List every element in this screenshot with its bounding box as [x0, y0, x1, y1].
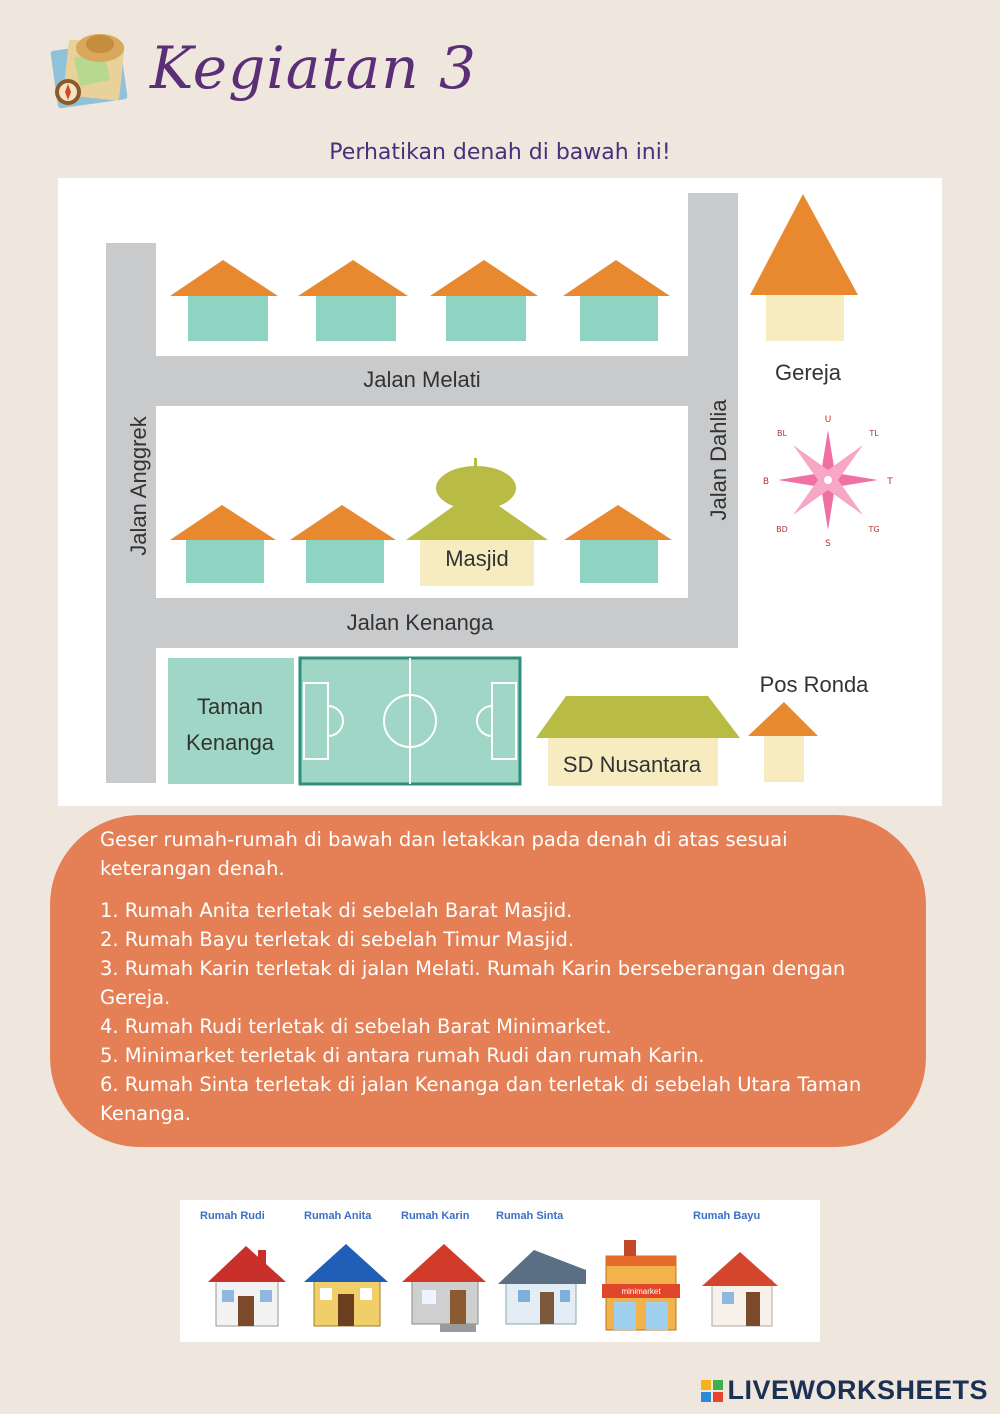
rumah-rudi-draggable[interactable]	[198, 1226, 294, 1336]
rumah-rudi-label: Rumah Rudi	[200, 1210, 265, 1222]
instruction-intro: Geser rumah-rumah di bawah dan letakkan pada denah di atas sesuai keterangan denah.	[100, 828, 788, 880]
compass-south-label: S	[825, 539, 831, 549]
gereja-label: Gereja	[774, 360, 842, 385]
rumah-bayu-draggable[interactable]	[692, 1226, 788, 1336]
map-area[interactable]	[58, 178, 942, 806]
house-slot-kenanga-2[interactable]	[290, 505, 396, 583]
compass-southwest-label: BD	[776, 525, 788, 534]
compass-north-label: U	[824, 415, 832, 425]
rumah-anita-label: Rumah Anita	[304, 1210, 372, 1222]
road-melati-label: Jalan Melati	[363, 367, 481, 392]
house-slot-melati-3[interactable]	[430, 260, 538, 341]
road-kenanga-label: Jalan Kenanga	[346, 610, 494, 635]
compass-east-label: T	[887, 477, 893, 487]
pos-ronda-building	[748, 702, 818, 782]
instruction-panel	[50, 815, 926, 1147]
instruction-item: 6. Rumah Sinta terletak di jalan Kenanga dan terletak di sebelah Utara Taman Kenanga.	[100, 1073, 862, 1125]
instruction-item: 4. Rumah Rudi terletak di sebelah Barat Minimarket.	[100, 1015, 612, 1038]
sd-label: SD Nusantara	[562, 752, 702, 777]
instruction-item: 5. Minimarket terletak di antara rumah Rudi dan rumah Karin.	[100, 1044, 705, 1067]
instruction-item: 3. Rumah Karin terletak di jalan Melati. Rumah Karin berseberangan dengan Gereja.	[100, 957, 846, 1009]
rumah-bayu-label: Rumah Bayu	[693, 1210, 761, 1222]
draggable-options-bank	[180, 1200, 820, 1342]
compass-west-label: B	[762, 477, 770, 487]
rumah-anita-draggable[interactable]	[298, 1226, 394, 1336]
pos-ronda-label: Pos Ronda	[759, 672, 869, 697]
compass-rose-icon	[763, 415, 893, 549]
house-slot-melati-2[interactable]	[298, 260, 408, 341]
minimarket-draggable[interactable]	[594, 1226, 690, 1336]
compass-southeast-label: TG	[868, 525, 880, 534]
house-slot-melati-1[interactable]	[170, 260, 278, 341]
instruction-item: 1. Rumah Anita terletak di sebelah Barat Masjid.	[100, 899, 573, 922]
road-dahlia-label: Jalan Dahlia	[706, 399, 731, 521]
liveworksheets-logo-icon	[701, 1380, 723, 1402]
taman-label-line2: Kenanga	[185, 730, 275, 755]
minimarket-sign: minimarket	[621, 1287, 661, 1296]
football-field	[300, 658, 520, 784]
gereja-building	[750, 194, 858, 341]
taman-kenanga-area	[168, 658, 294, 784]
rumah-sinta-label: Rumah Sinta	[496, 1210, 564, 1222]
instruction-item: 2. Rumah Bayu terletak di sebelah Timur Masjid.	[100, 928, 575, 951]
compass-northeast-label: TL	[869, 429, 879, 438]
page-subtitle: Perhatikan denah di bawah ini!	[329, 140, 671, 165]
road-anggrek-label: Jalan Anggrek	[126, 416, 151, 556]
house-slot-melati-4[interactable]	[563, 260, 670, 341]
taman-label-line1: Taman	[196, 694, 264, 719]
brand-text: LIVEWORKSHEETS	[727, 1375, 988, 1405]
rumah-sinta-draggable[interactable]	[494, 1226, 590, 1336]
page-title: Kegiatan 3	[150, 34, 477, 102]
masjid-label: Masjid	[445, 546, 509, 571]
rumah-karin-label: Rumah Karin	[401, 1210, 470, 1222]
house-slot-kenanga-1[interactable]	[170, 505, 276, 583]
rumah-karin-draggable[interactable]	[396, 1226, 492, 1336]
liveworksheets-brand	[701, 1375, 988, 1406]
house-slot-kenanga-3[interactable]	[564, 505, 672, 583]
compass-northwest-label: BL	[777, 429, 787, 438]
map-compass-icon	[44, 28, 140, 114]
